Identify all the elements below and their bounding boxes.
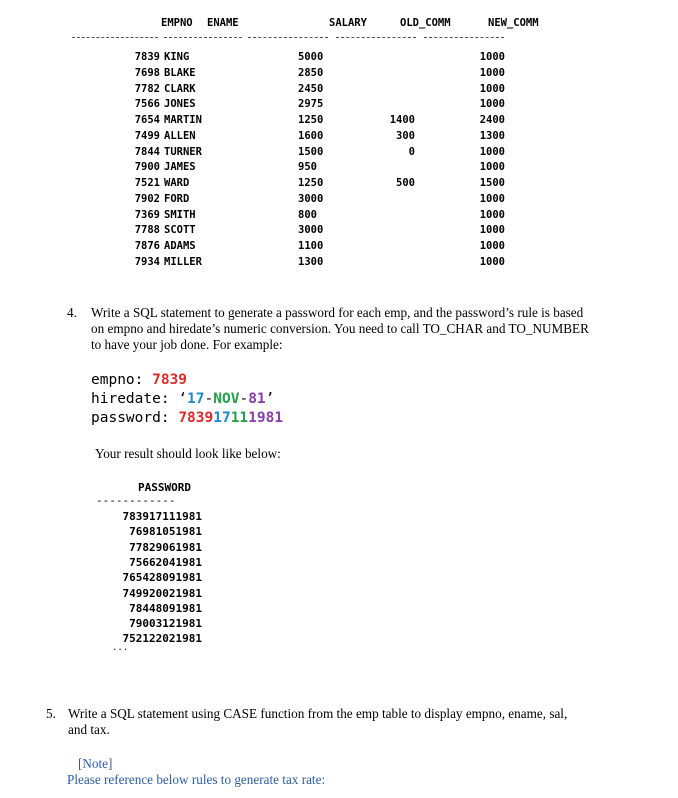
hiredate-year: 81 xyxy=(248,391,266,407)
password-value: 78448091981 xyxy=(129,601,202,615)
cell-salary: 950 xyxy=(298,161,317,174)
cell-new-comm: 1000 xyxy=(479,161,505,174)
cell-salary: 2975 xyxy=(298,98,324,111)
cell-new-comm: 1000 xyxy=(479,224,505,237)
cell-salary: 1600 xyxy=(298,129,324,142)
col-header-password: PASSWORD xyxy=(138,481,191,494)
cell-empno: 7782 xyxy=(134,82,160,95)
password-value: 765428091981 xyxy=(122,571,202,585)
cell-ename: FORD xyxy=(164,192,190,205)
cell-old-comm: 1400 xyxy=(389,114,415,126)
cell-empno: 7654 xyxy=(134,114,160,126)
cell-salary: 2450 xyxy=(298,82,324,95)
question-text-line: on empno and hiredate’s numeric conversion. You need to call TO_CHAR and TO_NUMBER xyxy=(91,321,589,336)
header-underline: ------------ xyxy=(96,494,176,507)
cell-salary: 2850 xyxy=(298,66,324,79)
cell-empno: 7369 xyxy=(134,208,160,221)
password-value: 752122021981 xyxy=(122,632,202,646)
header-underline xyxy=(164,37,242,38)
header-underline xyxy=(424,37,504,38)
header-underline xyxy=(336,37,416,38)
table-row xyxy=(0,193,678,209)
cell-new-comm: 1000 xyxy=(479,255,505,268)
col-header-empno: EMPNO xyxy=(161,17,193,29)
cell-ename: CLARK xyxy=(164,82,196,95)
note-label: [Note] xyxy=(78,756,113,771)
cell-empno: 7902 xyxy=(134,192,160,205)
question-text-line: Write a SQL statement using CASE function from the emp table to display empno, ename, sal, xyxy=(68,706,568,721)
cell-salary: 800 xyxy=(298,208,317,221)
question-number: 4. xyxy=(67,305,77,320)
hiredate-month: NOV xyxy=(213,391,240,407)
cell-salary: 1500 xyxy=(298,145,324,158)
password-value: 79003121981 xyxy=(129,617,202,631)
cell-empno: 7876 xyxy=(134,240,160,252)
col-header-ename: ENAME xyxy=(207,17,239,29)
note-text: Please reference below rules to generate tax rate: xyxy=(67,772,326,787)
cell-salary: 3000 xyxy=(298,224,324,237)
password-value: 749920021981 xyxy=(122,586,202,600)
cell-empno: 7521 xyxy=(134,177,160,189)
table-row xyxy=(0,146,678,162)
table-row xyxy=(0,209,678,225)
password-year-part: 1981 xyxy=(248,410,284,426)
password-value: 76981051981 xyxy=(129,525,202,539)
cell-ename: MILLER xyxy=(164,255,202,268)
cell-salary: 1250 xyxy=(298,114,324,126)
table-row xyxy=(0,256,678,272)
result-intro: Your result should look like below: xyxy=(95,446,281,461)
table-row xyxy=(0,83,678,99)
table-row xyxy=(0,224,678,240)
table-row xyxy=(0,51,678,67)
cell-salary: 1100 xyxy=(298,240,324,252)
password-empno-part: 7839 xyxy=(178,410,214,426)
cell-empno: 7788 xyxy=(134,224,160,237)
table-row xyxy=(0,240,678,256)
cell-ename: KING xyxy=(164,51,190,63)
cell-empno: 7839 xyxy=(134,51,160,63)
header-underline xyxy=(248,37,328,38)
question-text-line: Write a SQL statement to generate a password for each emp, and the password’s rule is based xyxy=(91,305,584,320)
table-row xyxy=(0,177,678,193)
col-header-old-comm: OLD_COMM xyxy=(400,17,451,29)
password-value: 783917111981 xyxy=(122,510,202,523)
cell-new-comm: 1000 xyxy=(479,82,505,95)
cell-empno: 7499 xyxy=(134,129,160,142)
password-value: 75662041981 xyxy=(129,555,202,569)
cell-new-comm: 2400 xyxy=(479,114,505,126)
col-header-salary: SALARY xyxy=(329,17,367,29)
cell-old-comm: 500 xyxy=(396,177,415,189)
cell-new-comm: 1300 xyxy=(479,129,505,142)
cell-new-comm: 1000 xyxy=(479,98,505,111)
cell-new-comm: 1000 xyxy=(479,192,505,205)
cell-empno: 7844 xyxy=(134,145,160,158)
table-row xyxy=(0,67,678,83)
cell-salary: 1300 xyxy=(298,255,324,268)
cell-new-comm: 1000 xyxy=(479,51,505,63)
cell-new-comm: 1000 xyxy=(479,145,505,158)
cell-old-comm: 300 xyxy=(396,129,415,142)
cell-new-comm: 1500 xyxy=(479,177,505,189)
ellipsis: ... xyxy=(112,643,129,653)
table-row xyxy=(0,114,678,130)
cell-ename: JAMES xyxy=(164,161,196,174)
question-text-line: to have your job done. For example: xyxy=(91,337,283,352)
example-password-line: password: 783917111981 xyxy=(91,410,284,426)
col-header-new-comm: NEW_COMM xyxy=(488,17,539,29)
cell-ename: ADAMS xyxy=(164,240,196,252)
empno-value: 7839 xyxy=(152,372,188,388)
cell-salary: 5000 xyxy=(298,51,324,63)
question-text-line: and tax. xyxy=(68,722,110,737)
cell-ename: TURNER xyxy=(164,145,202,158)
cell-ename: JONES xyxy=(164,98,196,111)
cell-salary: 3000 xyxy=(298,192,324,205)
example-empno-line: empno: 7839 xyxy=(91,372,188,388)
cell-salary: 1250 xyxy=(298,177,324,189)
cell-empno: 7900 xyxy=(134,161,160,174)
cell-ename: ALLEN xyxy=(164,129,196,142)
cell-ename: BLAKE xyxy=(164,66,196,79)
cell-new-comm: 1000 xyxy=(479,66,505,79)
table-row xyxy=(0,161,678,177)
cell-empno: 7566 xyxy=(134,98,160,111)
hiredate-day: 17 xyxy=(187,391,205,407)
cell-empno: 7934 xyxy=(134,255,160,268)
cell-old-comm: 0 xyxy=(408,145,415,158)
password-value: 77829061981 xyxy=(129,540,202,554)
table-row xyxy=(0,130,678,146)
header-underline xyxy=(72,37,158,38)
cell-empno: 7698 xyxy=(134,66,160,79)
question-number: 5. xyxy=(46,706,56,721)
example-hiredate-line: hiredate: ‘17-NOV-81’ xyxy=(91,391,275,407)
cell-ename: WARD xyxy=(164,177,190,189)
cell-ename: SMITH xyxy=(164,208,196,221)
password-month-part: 11 xyxy=(230,410,249,426)
password-day-part: 17 xyxy=(213,410,231,426)
cell-new-comm: 1000 xyxy=(479,208,505,221)
cell-ename: MARTIN xyxy=(164,114,202,126)
cell-ename: SCOTT xyxy=(164,224,196,237)
table-row xyxy=(0,98,678,114)
cell-new-comm: 1000 xyxy=(479,240,505,252)
